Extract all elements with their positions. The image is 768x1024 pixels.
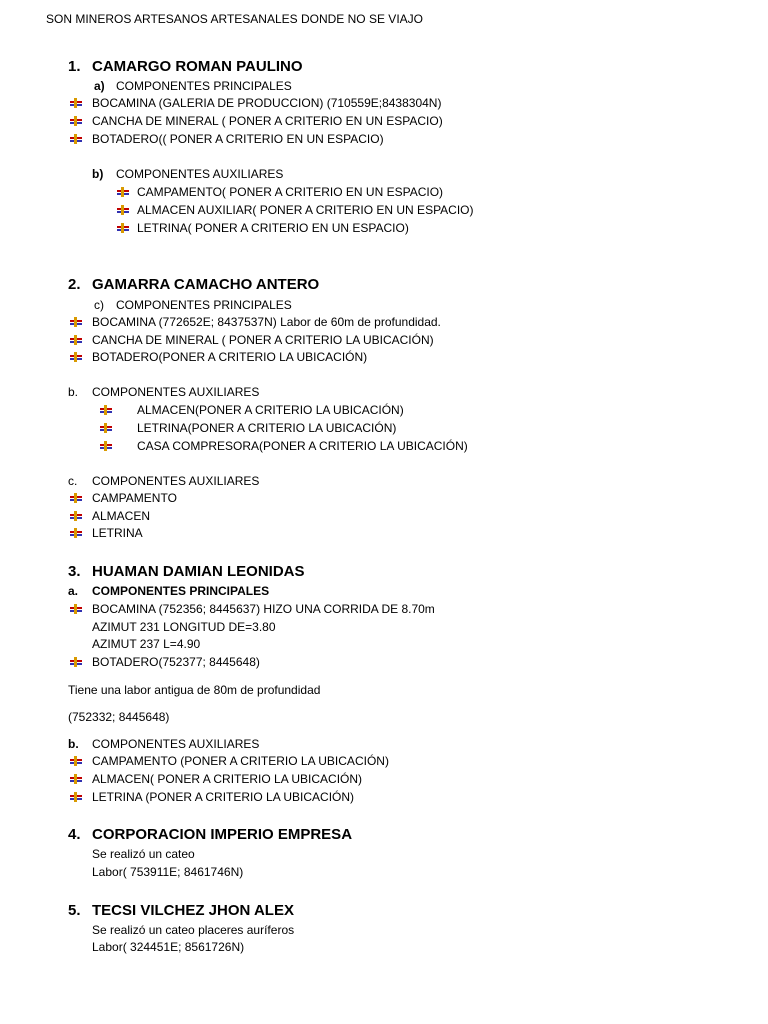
s1-b-heading: COMPONENTES AUXILIARES	[116, 167, 284, 181]
bullet-icon	[70, 774, 82, 784]
bullet-icon	[117, 223, 129, 233]
s1-a-heading: COMPONENTES PRINCIPALES	[116, 79, 292, 93]
section-1-number: 1.	[68, 58, 81, 75]
bullet-icon	[70, 528, 82, 538]
list-item: LETRINA	[92, 526, 143, 540]
bullet-icon	[70, 511, 82, 521]
s3-b-marker: b.	[68, 737, 79, 751]
s3-a-marker: a.	[68, 584, 79, 598]
s4-line-1: Se realizó un cateo	[92, 847, 195, 861]
list-item: BOTADERO(( PONER A CRITERIO EN UN ESPACIO)	[92, 132, 384, 146]
section-2-number: 2.	[68, 276, 81, 293]
section-1-title: CAMARGO ROMAN PAULINO	[92, 58, 303, 75]
list-item: LETRINA( PONER A CRITERIO EN UN ESPACIO)	[137, 221, 409, 235]
list-item: ALMACEN( PONER A CRITERIO LA UBICACIÓN)	[92, 772, 363, 786]
bullet-icon	[100, 405, 112, 415]
section-4-title: CORPORACION IMPERIO EMPRESA	[92, 826, 353, 843]
bullet-icon	[70, 493, 82, 503]
bullet-icon	[70, 657, 82, 667]
section-3-title: HUAMAN DAMIAN LEONIDAS	[92, 563, 305, 580]
list-item: ALMACEN AUXILIAR( PONER A CRITERIO EN UN ESPACIO)	[137, 203, 474, 217]
section-5-title: TECSI VILCHEZ JHON ALEX	[92, 902, 294, 919]
s5-line-1: Se realizó un cateo placeres auríferos	[92, 923, 295, 937]
s2-c2-marker: c.	[68, 474, 78, 488]
s3-note: Tiene una labor antigua de 80m de profundidad	[68, 683, 321, 697]
document-title: SON MINEROS ARTESANOS ARTESANALES DONDE NO SE VIAJO	[46, 12, 423, 26]
s3-b-heading: COMPONENTES AUXILIARES	[92, 737, 260, 751]
s5-line-2: Labor( 324451E; 8561726N)	[92, 940, 245, 954]
s1-a-marker: a)	[94, 79, 105, 93]
bullet-icon	[70, 116, 82, 126]
s2-b-marker: b.	[68, 385, 79, 399]
list-item: CASA COMPRESORA(PONER A CRITERIO LA UBICACIÓN)	[137, 439, 468, 453]
list-item: LETRINA(PONER A CRITERIO LA UBICACIÓN)	[137, 421, 397, 435]
s3-coords: (752332; 8445648)	[68, 710, 170, 724]
bullet-icon	[70, 335, 82, 345]
bullet-icon	[100, 441, 112, 451]
list-item: ALMACEN(PONER A CRITERIO LA UBICACIÓN)	[137, 403, 404, 417]
list-item: BOCAMINA (GALERIA DE PRODUCCION) (710559E;8438304N)	[92, 96, 442, 110]
s2-c-heading: COMPONENTES PRINCIPALES	[116, 298, 292, 312]
bullet-icon	[70, 317, 82, 327]
section-4-number: 4.	[68, 826, 81, 843]
list-item: BOTADERO(PONER A CRITERIO LA UBICACIÓN)	[92, 350, 368, 364]
bullet-icon	[70, 792, 82, 802]
s2-c2-heading: COMPONENTES AUXILIARES	[92, 474, 260, 488]
list-item: CAMPAMENTO( PONER A CRITERIO EN UN ESPACIO)	[137, 185, 444, 199]
azimut-line-2: AZIMUT 237 L=4.90	[92, 637, 201, 651]
s3-a-heading: COMPONENTES PRINCIPALES	[92, 584, 270, 598]
section-5-number: 5.	[68, 902, 81, 919]
list-item: CANCHA DE MINERAL ( PONER A CRITERIO EN UN ESPACIO)	[92, 114, 443, 128]
s2-c-marker: c)	[94, 298, 104, 312]
bullet-icon	[70, 352, 82, 362]
list-item: BOCAMINA (752356; 8445637) HIZO UNA CORRIDA DE 8.70m	[92, 602, 435, 616]
list-item: LETRINA (PONER A CRITERIO LA UBICACIÓN)	[92, 790, 355, 804]
section-3-number: 3.	[68, 563, 81, 580]
bullet-icon	[100, 423, 112, 433]
bullet-icon	[70, 98, 82, 108]
s1-b-marker: b)	[92, 167, 104, 181]
list-item: CANCHA DE MINERAL ( PONER A CRITERIO LA UBICACIÓN)	[92, 333, 434, 347]
azimut-line-1: AZIMUT 231 LONGITUD DE=3.80	[92, 620, 276, 634]
s4-line-2: Labor( 753911E; 8461746N)	[92, 865, 244, 879]
s2-b-heading: COMPONENTES AUXILIARES	[92, 385, 260, 399]
section-2-title: GAMARRA CAMACHO ANTERO	[92, 276, 320, 293]
list-item: BOCAMINA (772652E; 8437537N) Labor de 60m de profundidad.	[92, 315, 441, 329]
bullet-icon	[70, 756, 82, 766]
bullet-icon	[70, 604, 82, 614]
list-item: CAMPAMENTO (PONER A CRITERIO LA UBICACIÓN)	[92, 754, 389, 768]
bullet-icon	[117, 205, 129, 215]
list-item: ALMACEN	[92, 509, 151, 523]
list-item: BOTADERO(752377; 8445648)	[92, 655, 260, 669]
bullet-icon	[117, 187, 129, 197]
list-item: CAMPAMENTO	[92, 491, 177, 505]
bullet-icon	[70, 134, 82, 144]
